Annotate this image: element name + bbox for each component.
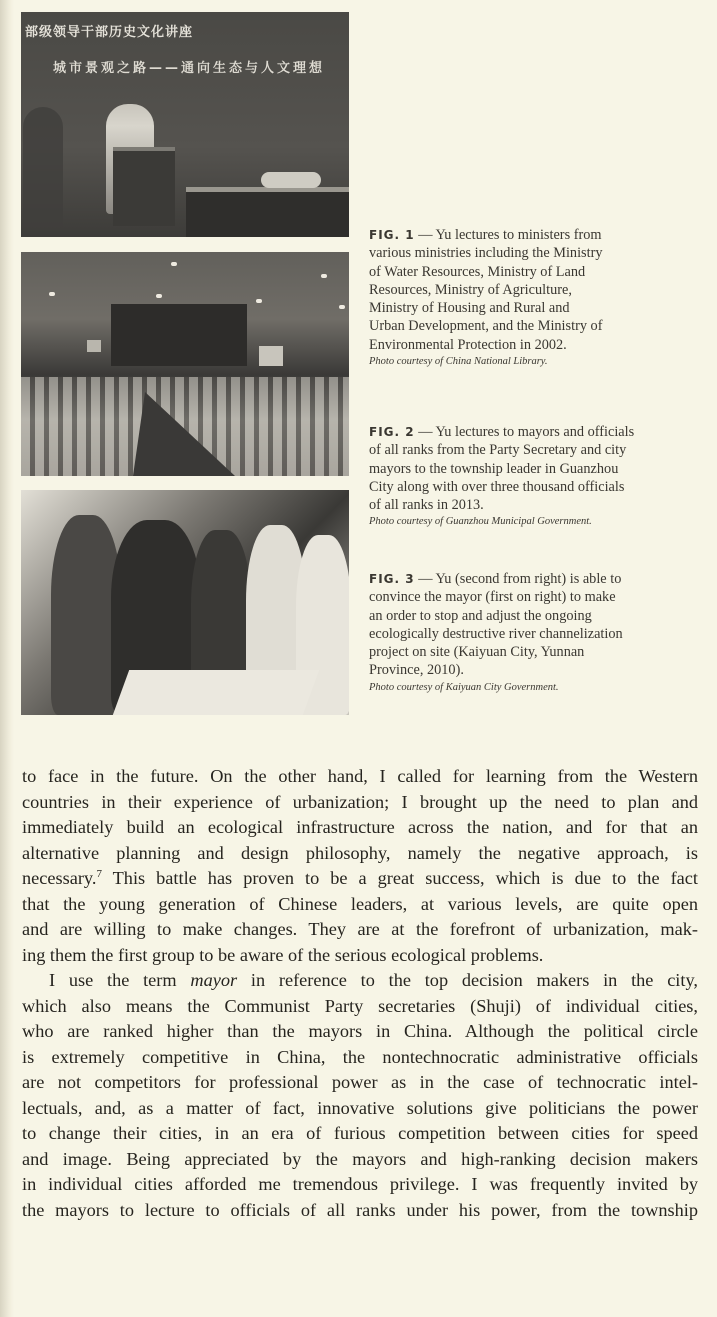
caption-line: an order to stop and adjust the ongoing xyxy=(369,607,592,624)
body-line: and image. Being appreciated by the mayors and high-ranking decision makers xyxy=(22,1148,698,1169)
ceiling-light xyxy=(256,299,262,303)
podium xyxy=(113,147,175,226)
caption-line: Province, 2010). xyxy=(369,662,464,679)
body-line: alternative planning and design philosophy, namely the negative approach, is xyxy=(22,842,698,863)
caption-dash: — xyxy=(418,227,433,243)
caption-dash: — xyxy=(418,571,433,587)
body-line: are not competitors for professional power as in the case of technocratic intel- xyxy=(22,1072,698,1092)
caption-line: Urban Development, and the Ministry of xyxy=(369,318,603,335)
caption-line: Yu lectures to mayors and officials xyxy=(435,424,635,440)
side-screen xyxy=(259,346,283,366)
text-run: This battle has proven to be a great success, which is due to the fact xyxy=(112,868,698,888)
potted-plant xyxy=(23,107,63,227)
body-line: the mayors to lecture to officials of all ranks under his power, from the township xyxy=(22,1199,698,1220)
caption-line: various ministries including the Ministry xyxy=(369,245,603,262)
caption-line: Yu (second from right) is able to xyxy=(435,571,622,587)
text-run: necessary. xyxy=(22,868,97,888)
caption-line: Ministry of Housing and Rural and xyxy=(369,300,570,317)
body-line: in individual cities afforded me tremendous privilege. I was frequently invited by xyxy=(22,1174,698,1194)
side-screen xyxy=(87,340,101,352)
body-line: which also means the Communist Party secretaries (Shuji) of individual cities, xyxy=(22,995,698,1016)
fig-3-caption xyxy=(369,570,699,695)
fig-3-label: FIG. 3 xyxy=(369,572,415,586)
body-line: lectuals, and, as a matter of fact, innovative solutions give politicians the power xyxy=(22,1097,698,1118)
auditorium-stage xyxy=(111,304,247,366)
fig-2-label: FIG. 2 xyxy=(369,425,415,439)
fig-1-credit: Photo courtesy of China National Library. xyxy=(369,356,548,368)
caption-dash: — xyxy=(418,424,433,440)
text-run: in reference to the top decision makers in the city, xyxy=(250,970,698,990)
ceiling-light xyxy=(49,292,55,296)
body-line: to face in the future. On the other hand, I called for learning from the Western xyxy=(22,766,698,786)
center-aisle xyxy=(133,392,235,476)
fig-3-credit: Photo courtesy of Kaiyuan City Government. xyxy=(369,681,559,693)
caption-line: Environmental Protection in 2002. xyxy=(369,336,567,353)
body-line: to change their cities, in an era of furious competition between cities for speed xyxy=(22,1123,698,1143)
caption-line: of all ranks from the Party Secretary and city xyxy=(369,442,627,459)
text-run: I use the term xyxy=(49,970,177,990)
photo-banner-title: 部级领导干部历史文化讲座 xyxy=(25,25,194,40)
body-line: that the young generation of Chinese leaders, at various levels, are quite open xyxy=(22,893,698,914)
body-text xyxy=(22,764,698,1223)
photo-banner-subtitle: 城市景观之路——通向生态与人文理想 xyxy=(53,61,326,76)
body-line-with-footnote xyxy=(22,866,698,892)
ceiling-light xyxy=(156,294,162,298)
italic-term: mayor xyxy=(190,970,238,990)
ceiling-light xyxy=(321,274,327,278)
fig-2-credit: Photo courtesy of Guanzhou Municipal Government. xyxy=(369,516,592,528)
caption-line: convince the mayor (first on right) to make xyxy=(369,589,616,606)
page-gutter-shadow xyxy=(0,0,14,1317)
plan-drawing-sheet xyxy=(113,670,319,715)
body-line: who are ranked higher than the mayors in China. Although the political circle xyxy=(22,1021,698,1041)
caption-line: ecologically destructive river channelization xyxy=(369,625,623,642)
fig-1-photo xyxy=(21,12,349,237)
fig-1-caption xyxy=(369,226,699,369)
ceiling-light xyxy=(171,262,177,266)
flower-arrangement xyxy=(261,172,321,188)
body-line: ing them the first group to be aware of the serious ecological problems. xyxy=(22,944,544,965)
caption-line: project on site (Kaiyuan City, Yunnan xyxy=(369,644,585,661)
body-line-paragraph-start xyxy=(22,968,698,994)
caption-line: mayors to the township leader in Guanzhou xyxy=(369,460,619,477)
caption-line: of all ranks in 2013. xyxy=(369,497,484,514)
caption-line: City along with over three thousand officials xyxy=(369,478,625,495)
body-line: is extremely competitive in China, the nontechnocratic administrative officials xyxy=(22,1046,698,1067)
caption-line: Resources, Ministry of Agriculture, xyxy=(369,281,572,298)
body-line: immediately build an ecological infrastructure across the nation, and for that an xyxy=(22,817,698,837)
body-line: countries in their experience of urbanization; I brought up the need to plan and xyxy=(22,791,698,812)
fig-1-label: FIG. 1 xyxy=(369,228,415,242)
fig-3-photo xyxy=(21,490,349,715)
footnote-reference[interactable]: 7 xyxy=(96,867,102,880)
head-table xyxy=(186,187,349,237)
fig-2-caption xyxy=(369,423,699,529)
caption-line: of Water Resources, Ministry of Land xyxy=(369,263,586,280)
fig-2-photo xyxy=(21,252,349,476)
caption-line: Yu lectures to ministers from xyxy=(435,227,602,243)
body-line: and are willing to make changes. They are at the forefront of urbanization, mak- xyxy=(22,919,698,939)
ceiling-light xyxy=(339,305,345,309)
